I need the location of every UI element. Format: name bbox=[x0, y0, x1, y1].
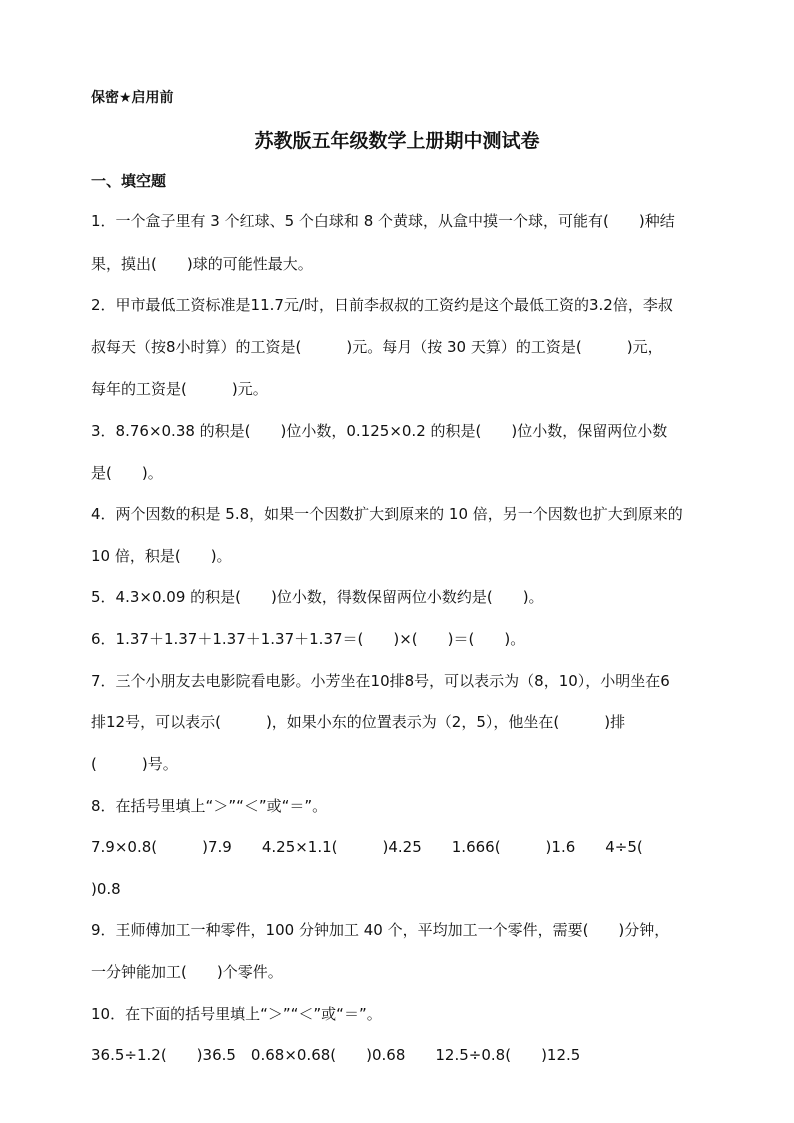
question-line: 果，摸出( )球的可能性最大。 bbox=[91, 255, 313, 273]
question-line: 7.9×0.8( )7.9 4.25×1.1( )4.25 1.666( )1.6 4÷5( bbox=[91, 838, 643, 856]
page-title: 苏教版五年级数学上册期中测试卷 bbox=[254, 130, 540, 152]
question-line: ( )号。 bbox=[91, 755, 178, 773]
question-line: 9．王师傅加工一种零件，100 分钟加工 40 个，平均加工一个零件，需要( )分钟， bbox=[91, 921, 670, 939]
question-line: 是( )。 bbox=[91, 464, 163, 482]
question-line: 排12号，可以表示( )，如果小东的位置表示为（2，5），他坐在( )排 bbox=[91, 713, 626, 731]
confidential-label: 保密★启用前 bbox=[91, 90, 174, 106]
question-line: 5．4.3×0.09 的积是( )位小数，得数保留两位小数约是( )。 bbox=[91, 588, 544, 606]
question-line: 2．甲市最低工资标准是11.7元/时，日前李叔叔的工资约是这个最低工资的3.2倍，李叔 bbox=[91, 296, 673, 314]
section-title: 一、填空题 bbox=[91, 172, 167, 190]
question-line: 4．两个因数的积是 5.8，如果一个因数扩大到原来的 10 倍，另一个因数也扩大到原来的 bbox=[91, 505, 683, 523]
question-line: 36.5÷1.2( )36.5 0.68×0.68( )0.68 12.5÷0.8( )12.5 bbox=[91, 1046, 581, 1064]
question-line: 一分钟能加工( )个零件。 bbox=[91, 963, 283, 981]
question-line: 10 倍，积是( )。 bbox=[91, 547, 232, 565]
question-line: 6．1.37＋1.37＋1.37＋1.37＋1.37＝( )×( )＝( )。 bbox=[91, 630, 526, 648]
question-line: 7．三个小朋友去电影院看电影。小芳坐在10排8号，可以表示为（8，10），小明坐在6 bbox=[91, 672, 670, 690]
question-line: 8．在括号里填上“＞”“＜”或“＝”。 bbox=[91, 797, 328, 815]
question-line: 每年的工资是( )元。 bbox=[91, 380, 268, 398]
question-line: 10．在下面的括号里填上“＞”“＜”或“＝”。 bbox=[91, 1005, 382, 1023]
question-line: 叔每天（按8小时算）的工资是( )元。每月（按 30 天算）的工资是( )元， bbox=[91, 338, 663, 356]
question-line: 1．一个盒子里有 3 个红球、5 个白球和 8 个黄球，从盒中摸一个球，可能有( )种结 bbox=[91, 212, 675, 230]
question-line: )0.8 bbox=[91, 880, 121, 898]
question-line: 3．8.76×0.38 的积是( )位小数，0.125×0.2 的积是( )位小数，保留两位小数 bbox=[91, 422, 668, 440]
